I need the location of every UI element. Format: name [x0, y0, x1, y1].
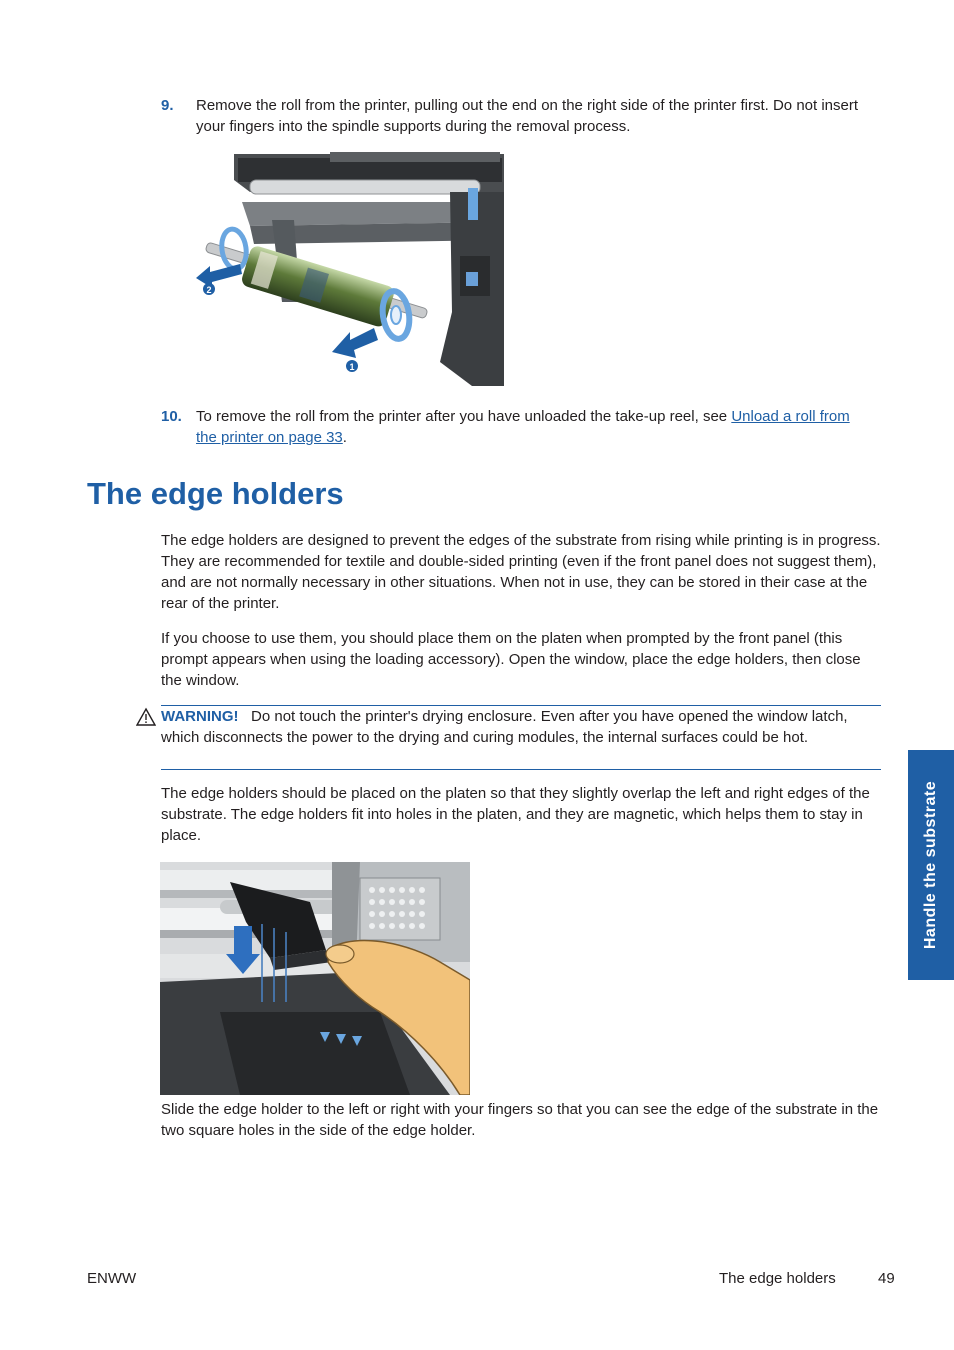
step-10-text-after: . — [342, 429, 347, 446]
footer-doc-code: ENWW — [87, 1270, 137, 1287]
roll-removal-drawing — [190, 152, 506, 386]
step-10-text — [196, 406, 866, 448]
step-9-text: Remove the roll from the printer, pulling out the end on the right side of the printer first. Do not insert your fingers into the spindle supports during the removal process. — [196, 97, 859, 135]
warning-text-block — [161, 706, 881, 748]
callout-2: 2 — [206, 285, 212, 295]
footer-page-number: 49 — [878, 1270, 895, 1287]
section-title: The edge holders — [87, 476, 344, 511]
paragraph-overlap: The edge holders should be placed on the platen so that they slightly overlap the left and right edges of the substrate. The edge holders fit into holes in the platen, and they are magnetic, which helps them to stay in place. — [161, 785, 870, 844]
warning-text: Do not touch the printer's drying enclosure. Even after you have opened the window latch, which disconnects the power to the drying and curing modules, the internal surfaces could be hot. — [161, 708, 848, 746]
paragraph-slide: Slide the edge holder to the left or right with your fingers so that you can see the edge of the substrate in the two square holes in the side of the edge holder. — [161, 1101, 879, 1139]
footer-section-name: The edge holders — [719, 1270, 836, 1287]
edge-holder-illustration — [160, 862, 470, 1095]
warning-bottom-rule — [161, 769, 881, 770]
edge-holder-drawing — [160, 862, 470, 1095]
warning-label: WARNING! — [161, 708, 239, 725]
step-9-number: 9. — [161, 97, 174, 114]
chapter-side-tab-label: Handle the substrate — [922, 780, 939, 950]
roll-removal-illustration — [190, 152, 506, 386]
callout-1: 1 — [349, 362, 355, 372]
chapter-side-tab — [908, 750, 954, 980]
step-10-text-before: To remove the roll from the printer after you have unloaded the take-up reel, see — [196, 408, 732, 425]
unload-roll-link[interactable]: Unload a roll from the printer on page 33 — [196, 408, 850, 446]
warning-icon — [136, 707, 156, 727]
paragraph-intro: The edge holders are designed to prevent the edges of the substrate from rising while printing is in progress. They are recommended for textile and double-sided printing (even if the front panel does not suggest them), and are not normally necessary in other situations. When not in use, they can be stored in their case at the rear of the printer. — [161, 532, 881, 612]
step-10-number: 10. — [161, 408, 182, 425]
paragraph-placement: If you choose to use them, you should place them on the platen when prompted by the front panel (this prompt appears when using the loading accessory). Open the window, place the edge holders, then close the window. — [161, 630, 861, 689]
